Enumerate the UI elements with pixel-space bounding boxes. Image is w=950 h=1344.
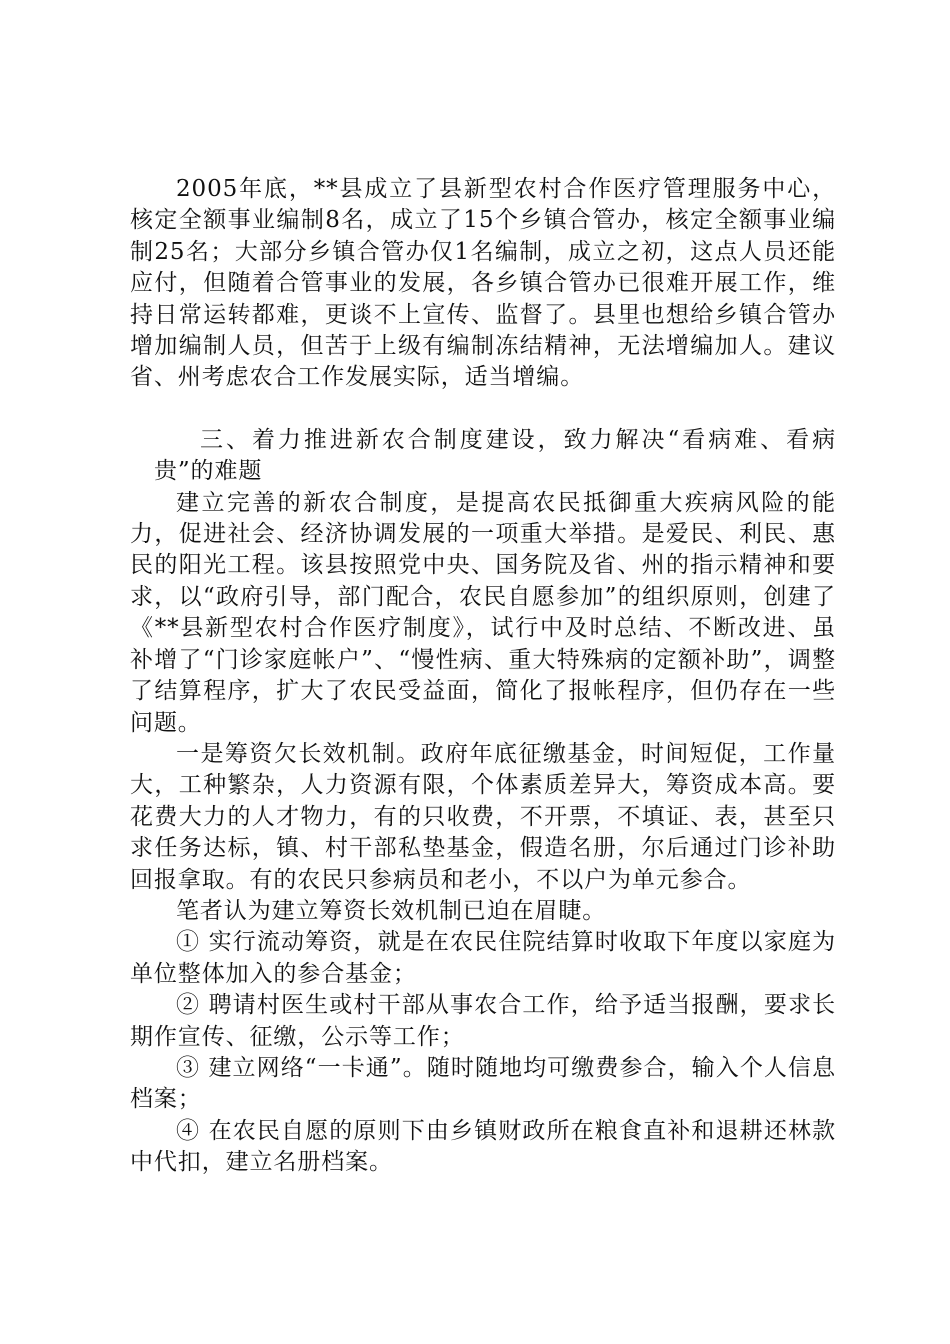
document-page [130, 174, 836, 1179]
paragraph-staffing: 2005年底，**县成立了县新型农村合作医疗管理服务中心，核定全额事业编制8名，成立了15个乡镇合管办，核定全额事业编制25名；大部分乡镇合管办仅1名编制，成立之初，这点人员还能应付，但随着合管事业的发展，各乡镇合管办已很难开展工作，维持日常运转都难，更谈不上宣传、监督了。县里也想给乡镇合管办增加编制人员，但苦于上级有编制冻结精神，无法增编加人。建议省、州考虑农合工作发展实际，适当增编。 [130, 176, 836, 391]
list-item-4: ④ 在农民自愿的原则下由乡镇财政所在粮食直补和退耕还林款中代扣，建立名册档案。 [130, 1117, 836, 1176]
paragraph-problem-one: 一是筹资欠长效机制。政府年底征缴基金，时间短促，工作量大，工种繁杂，人力资源有限，个体素质差异大，筹资成本高。要花费大力的人才物力，有的只收费，不开票，不填证、表，甚至只求任务达标，镇、村干部私垫基金，假造名册，尔后通过门诊补助回报拿取。有的农民只参病员和老小，不以户为单元参合。 [130, 740, 836, 893]
list-item-3: ③ 建立网络“一卡通”。随时随地均可缴费参合，输入个人信息档案； [130, 1054, 836, 1113]
paragraph-author-view: 笔者认为建立筹资长效机制已迫在眉睫。 [176, 897, 607, 924]
section-heading: 三、着力推进新农合制度建设，致力解决“看病难、看病贵”的难题 [154, 426, 836, 485]
list-item-1: ① 实行流动筹资，就是在农民住院结算时收取下年度以家庭为单位整体加入的参合基金； [130, 929, 836, 987]
paragraph-intro: 建立完善的新农合制度，是提高农民抵御重大疾病风险的能力，促进社会、经济协调发展的一项重大举措。是爱民、利民、惠民的阳光工程。该县按照党中央、国务院及省、州的指示精神和要求，以“政府引导，部门配合，农民自愿参加”的组织原则，创建了《**县新型农村合作医疗制度》，试行中及时总结、不断改进、虽补增了“门诊家庭帐户”、“慢性病、重大特殊病的定额补助”，调整了结算程序，扩大了农民受益面，简化了报帐程序，但仍存在一些问题。 [130, 489, 836, 736]
list-item-2: ② 聘请村医生或村干部从事农合工作，给予适当报酬，要求长期作宣传、征缴，公示等工作； [130, 992, 836, 1050]
